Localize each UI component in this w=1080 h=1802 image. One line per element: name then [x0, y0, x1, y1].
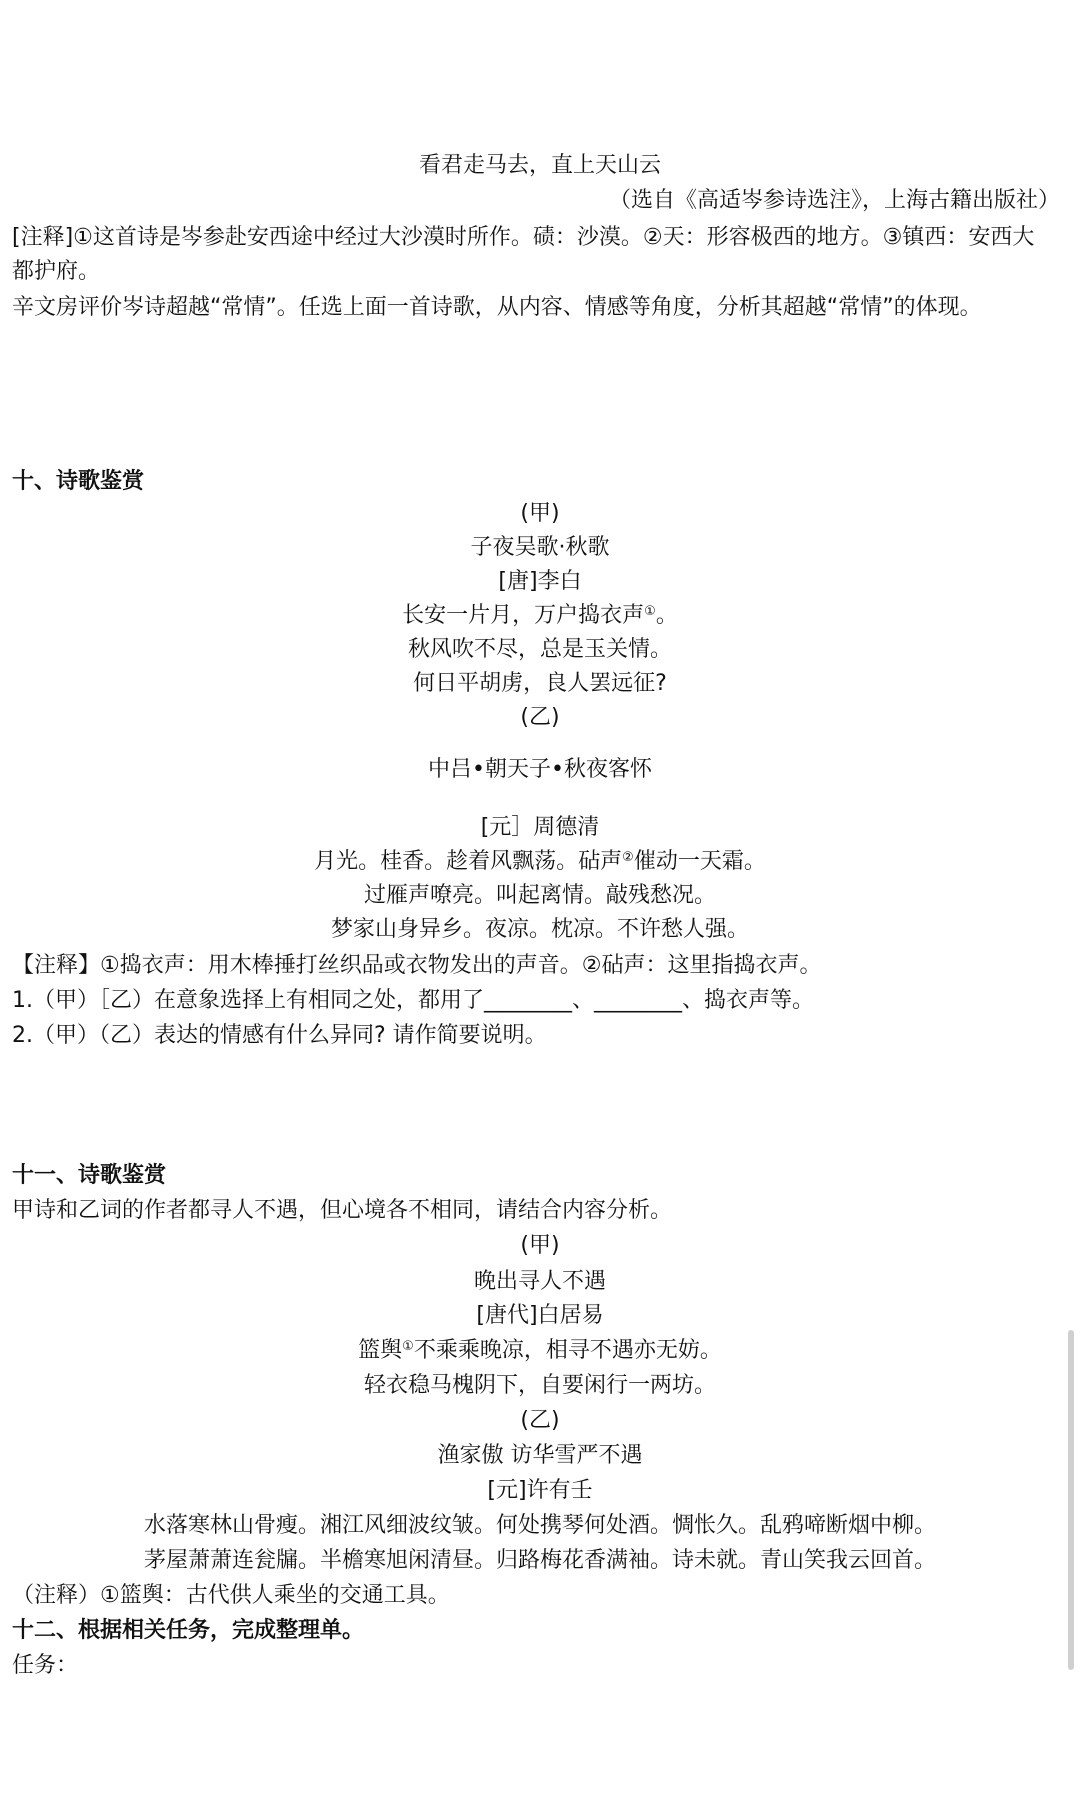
- poem-line: 过雁声嘹亮。叫起离情。敲残愁况。: [363, 883, 716, 908]
- footnote-marker: ②: [622, 850, 634, 865]
- poem-note: （注释）①篮舆：古代供人乘坐的交通工具。: [12, 1583, 450, 1608]
- footnote-marker: ①: [402, 1339, 414, 1354]
- poem-line-text: 催动一天霜。: [633, 849, 766, 874]
- section-intro: 甲诗和乙词的作者都寻人不遇，但心境各不相同，请结合内容分析。: [12, 1198, 673, 1223]
- footnote-marker: ①: [644, 604, 656, 619]
- poem-source: （选自《高适岑参诗选注》，上海古籍出版社）: [608, 188, 1060, 213]
- poem-last-line: 看君走马去，直上天山云: [418, 153, 661, 178]
- poem-author-yi: [元]许有壬: [487, 1478, 593, 1503]
- poem-line: [0, 1335, 1080, 1367]
- poem-line: 秋风吹不尽，总是玉关情。: [407, 637, 672, 662]
- question-1: 1.（甲）［乙）在意象选择上有相同之处，都用了________、________、捣衣声等。: [12, 988, 814, 1013]
- poem-line: 轻衣稳马槐阴下，自要闲行一两坊。: [363, 1373, 716, 1398]
- scrollbar[interactable]: [1068, 1330, 1074, 1670]
- poem-label-jia: (甲): [520, 1233, 560, 1258]
- poem-author-jia: [唐]李白: [498, 569, 582, 594]
- poem-title-yi: 渔家傲 访华雪严不遇: [437, 1443, 643, 1468]
- poem-line-text: 。: [655, 603, 678, 628]
- poem-title-jia: 晚出寻人不遇: [473, 1269, 606, 1294]
- section-heading-12: 十二、根据相关任务，完成整理单。: [12, 1618, 365, 1643]
- note-line-1: [注释]①这首诗是岑参赴安西途中经过大沙漠时所作。碛：沙漠。②天：形容极西的地方。③镇西：安西大: [12, 225, 1035, 250]
- question: 辛文房评价岑诗超越“常情”。任选上面一首诗歌，从内容、情感等角度，分析其超越“常情”的体现。: [12, 295, 982, 320]
- poem-line: 水落寒林山骨瘦。湘江风细波纹皱。何处携琴何处酒。惆怅久。乱鸦啼断烟中柳。: [143, 1513, 936, 1538]
- poem-line: 何日平胡虏，良人罢远征?: [413, 671, 667, 696]
- question-2: 2.（甲）（乙）表达的情感有什么异同? 请作简要说明。: [12, 1023, 547, 1048]
- poem-line-text: 不乘乘晚凉，相寻不遇亦无妨。: [413, 1338, 722, 1363]
- poem-author-yi: [元］周德清: [480, 815, 600, 840]
- poem-line-text: 篮舆: [358, 1338, 403, 1363]
- poem-title-yi: 中吕•朝天子•秋夜客怀: [428, 757, 652, 782]
- poem-label-yi: (乙): [520, 705, 560, 730]
- poem-line: [0, 846, 1080, 878]
- poem-line: 梦家山身异乡。夜凉。枕凉。不许愁人强。: [330, 917, 749, 942]
- poem-label-yi: (乙): [520, 1408, 560, 1433]
- poem-line-text: 月光。桂香。趁着风飘荡。砧声: [314, 849, 623, 874]
- poem-line: 茅屋萧萧连瓮牖。半檐寒旭闲清昼。归路梅花香满袖。诗未就。青山笑我云回首。: [143, 1548, 936, 1573]
- poem-line-text: 长安一片月，万户捣衣声: [402, 603, 645, 628]
- poem-title-jia: 子夜吴歌·秋歌: [470, 535, 610, 560]
- poem-note: 【注释】①捣衣声：用木棒捶打丝织品或衣物发出的声音。②砧声：这里指捣衣声。: [12, 953, 822, 978]
- poem-author-jia: [唐代]白居易: [476, 1303, 604, 1328]
- section-heading-11: 十一、诗歌鉴赏: [12, 1163, 167, 1188]
- note-line-2: 都护府。: [12, 259, 101, 284]
- poem-line: [0, 600, 1080, 632]
- section-heading-10: 十、诗歌鉴赏: [12, 469, 145, 494]
- poem-label-jia: (甲): [520, 501, 560, 526]
- task-label: 任务：: [12, 1653, 79, 1678]
